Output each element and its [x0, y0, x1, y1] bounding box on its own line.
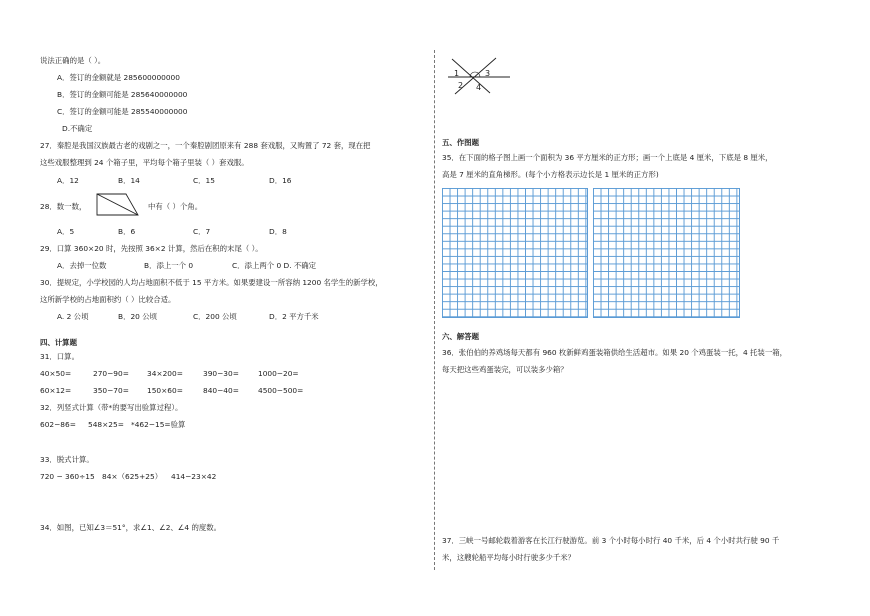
q31-item: 840−40= [203, 386, 239, 395]
section-4-heading: 四、计算题 [40, 338, 77, 347]
q30-stem-line2: 这所新学校的占地面积约（ ）比较合适。 [40, 295, 176, 304]
q31-item: 350−70= [93, 386, 129, 395]
q36-stem-line1: 36．张伯伯的养鸡场每天都有 960 枚新鲜鸡蛋装箱供给生活超市。如果 20 个鸡蛋装一托，4 托装一箱， [442, 348, 787, 357]
q31-stem: 31．口算。 [40, 352, 79, 361]
q26-option-a: A．签订的金额就是 285600000000 [57, 73, 180, 82]
q27-option-b: B．14 [118, 176, 140, 185]
q26-option-c: C．签订的金额可能是 285540000000 [57, 107, 188, 116]
q32-item: *462−15=验算 [131, 420, 186, 429]
angle-label-4: 4 [476, 83, 482, 92]
drawing-grid-right[interactable] [593, 188, 740, 318]
q31-item: 390−30= [203, 369, 239, 378]
q29-option-a: A．去掉一位数 [57, 261, 107, 270]
section-5-heading: 五、作图题 [442, 138, 479, 147]
q36-stem-line2: 每天把这些鸡蛋装完，可以装多少箱？ [442, 365, 568, 374]
q29-stem: 29．口算 360×20 时，先按照 36×2 计算，然后在积的末尾（ ）。 [40, 244, 263, 253]
q28-option-c: C．7 [193, 227, 211, 236]
angle-label-1: 1 [454, 69, 460, 78]
q34-stem: 34．如图，已知∠3＝51°，求∠1、∠2、∠4 的度数。 [40, 523, 222, 532]
q29-option-c: C．添上两个 0 D. 不确定 [232, 261, 317, 270]
q27-stem-line2: 这些戏服整理到 24 个箱子里，平均每个箱子里装（ ）套戏服。 [40, 158, 249, 167]
q30-option-c: C．200 公顷 [193, 312, 237, 321]
q33-item: 414−23×42 [171, 472, 217, 481]
q28-option-d: D．8 [269, 227, 287, 236]
q27-stem-line1: 27．秦腔是我国汉族最古老的戏剧之一，一个秦腔剧团原来有 288 套戏服，又购置了 72 套，现在把 [40, 141, 371, 150]
column-divider [434, 50, 435, 570]
angle-label-3: 3 [485, 69, 491, 78]
q27-option-d: D．16 [269, 176, 292, 185]
q31-item: 270−90= [93, 369, 129, 378]
q30-option-a: A. 2 公顷 [57, 312, 89, 321]
angle-label-2: 2 [458, 81, 464, 90]
q37-stem-line1: 37．三峡一号邮轮载着游客在长江行驶游览。前 3 个小时每小时行 40 千米，后 4 个小时共行驶 90 千 [442, 536, 780, 545]
q28-option-b: B．6 [118, 227, 136, 236]
q28-quadrilateral-figure [96, 193, 140, 217]
q27-option-a: A．12 [57, 176, 79, 185]
q33-item: 84×（625+25） [102, 472, 163, 481]
q31-item: 4500−500= [258, 386, 304, 395]
q32-item: 602−86= [40, 420, 76, 429]
drawing-grid-left[interactable] [442, 188, 588, 318]
section-6-heading: 六、解答题 [442, 332, 479, 341]
q26-stem-end: 说法正确的是（ ）。 [40, 56, 106, 65]
q30-option-b: B．20 公顷 [118, 312, 157, 321]
q35-stem-line1: 35．在下面的格子图上画一个面积为 36 平方厘米的正方形；画一个上底是 4 厘米，下底是 8 厘米， [442, 153, 773, 162]
q27-option-c: C．15 [193, 176, 215, 185]
q37-stem-line2: 米，这艘轮船平均每小时行驶多少千米？ [442, 553, 576, 562]
q35-stem-line2: 高是 7 厘米的直角梯形。(每个小方格表示边长是 1 厘米的正方形) [442, 170, 659, 179]
q26-option-d: D.不确定 [62, 124, 93, 133]
q30-stem-line1: 30．提规定，小学校园的人均占地面积不低于 15 平方米。如果要建设一所容纳 1200 名学生的新学校， [40, 278, 383, 287]
q28-stem-start: 28．数一数， [40, 202, 87, 211]
q28-stem-end: 中有（ ）个角。 [148, 202, 203, 211]
q31-item: 150×60= [147, 386, 183, 395]
q28-option-a: A．5 [57, 227, 75, 236]
q33-item: 720 − 360÷15 [40, 472, 95, 481]
q31-item: 60×12= [40, 386, 72, 395]
q30-option-d: D．2 平方千米 [269, 312, 319, 321]
q32-item: 548×25= [88, 420, 124, 429]
q32-stem: 32．列竖式计算（带*的要写出验算过程）。 [40, 403, 183, 412]
q31-item: 1000−20= [258, 369, 299, 378]
q31-item: 34×200= [147, 369, 183, 378]
q26-option-b: B．签订的金额可能是 285640000000 [57, 90, 188, 99]
q29-option-b: B．添上一个 0 [144, 261, 194, 270]
q33-stem: 33．脱式计算。 [40, 455, 94, 464]
q31-item: 40×50= [40, 369, 72, 378]
